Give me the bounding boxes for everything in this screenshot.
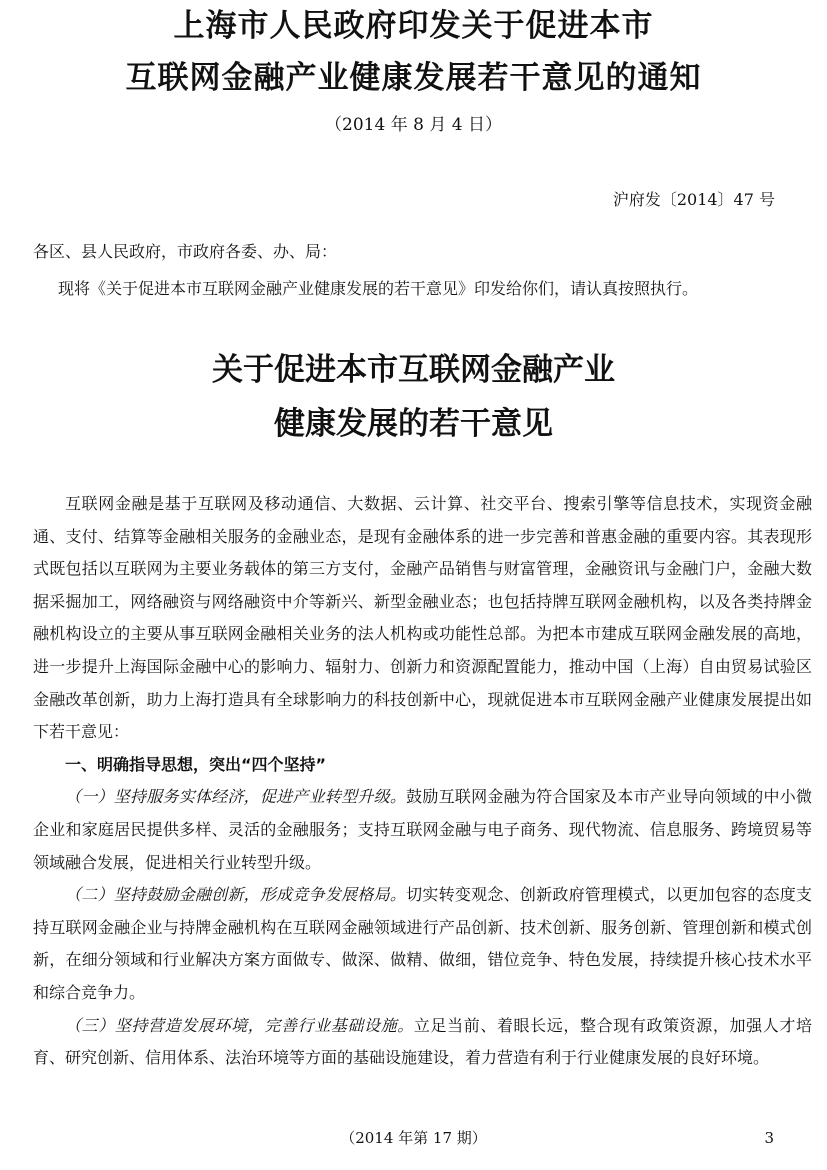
issue-date: （2014 年 8 月 4 日） — [325, 115, 502, 135]
notice-title-line2: 互联网金融产业健康发展若干意见的通知 — [125, 60, 702, 96]
opinion-title-line1: 关于促进本市互联网金融产业 — [212, 352, 615, 388]
item-paragraph — [33, 781, 812, 879]
page-number: 3 — [764, 1129, 774, 1147]
opinion-body — [33, 488, 812, 1075]
notice-body: 现将《关于促进本市互联网金融产业健康发展的若干意见》印发给你们，请认真按照执行。 — [58, 279, 699, 298]
addressee: 各区、县人民政府，市政府各委、办、局： — [33, 242, 338, 261]
item-text: 立足当前、着眼长远，整合现有政策资源，加强人才培育、研究创新、信用体系、法治环境等方面的基础设施建设，着力营造有利于行业健康发展的良好环境。 — [33, 1015, 812, 1068]
issue-label: （2014 年第 17 期） — [340, 1129, 487, 1147]
item-lead: （三）坚持营造发展环境，完善行业基础设施。 — [65, 1015, 414, 1035]
document-number: 沪府发〔2014〕47 号 — [612, 190, 775, 209]
item-lead: （二）坚持鼓励金融创新，形成竞争发展格局。 — [65, 885, 407, 905]
item-text: 切实转变观念、创新政府管理模式，以更加包容的态度支持互联网金融企业与持牌金融机构在互联网金融领域进行产品创新、技术创新、服务创新、管理创新和模式创新，在细分领域和行业解决方案方面做专、做深、做精、做细，错位竞争、特色发展，持续提升核心技术水平和综合竞争力。 — [33, 885, 812, 1002]
opinion-title-line2: 健康发展的若干意见 — [274, 406, 553, 442]
notice-title-line1: 上海市人民政府印发关于促进本市 — [173, 8, 654, 44]
item-paragraph — [33, 879, 812, 1009]
item-paragraph — [33, 1010, 812, 1075]
intro-paragraph: 互联网金融是基于互联网及移动通信、大数据、云计算、社交平台、搜索引擎等信息技术，实现资金融通、支付、结算等金融相关服务的金融业态，是现有金融体系的进一步完善和普惠金融的重要内容。其表现形式既包括以互联网为主要业务载体的第三方支付，金融产品销售与财富管理，金融资讯与金融门户，金融大数据采掘加工，网络融资与网络融资中介等新兴、新型金融业态；也包括持牌互联网金融机构，以及各类持牌金融机构设立的主要从事互联网金融相关业务的法人机构或功能性总部。为把本市建成互联网金融发展的高地，进一步提升上海国际金融中心的影响力、辐射力、创新力和资源配置能力，推动中国（上海）自由贸易试验区金融改革创新，助力上海打造具有全球影响力的科技创新中心，现就促进本市互联网金融产业健康发展提出如下若干意见： — [33, 494, 812, 742]
item-text: 鼓励互联网金融为符合国家及本市产业导向领域的中小微企业和家庭居民提供多样、灵活的金融服务；支持互联网金融与电子商务、现代物流、信息服务、跨境贸易等领域融合发展，促进相关行业转型升级。 — [33, 787, 812, 872]
item-lead: （一）坚持服务实体经济，促进产业转型升级。 — [65, 787, 407, 807]
section-heading: 一、明确指导思想，突出“四个坚持” — [65, 754, 327, 774]
